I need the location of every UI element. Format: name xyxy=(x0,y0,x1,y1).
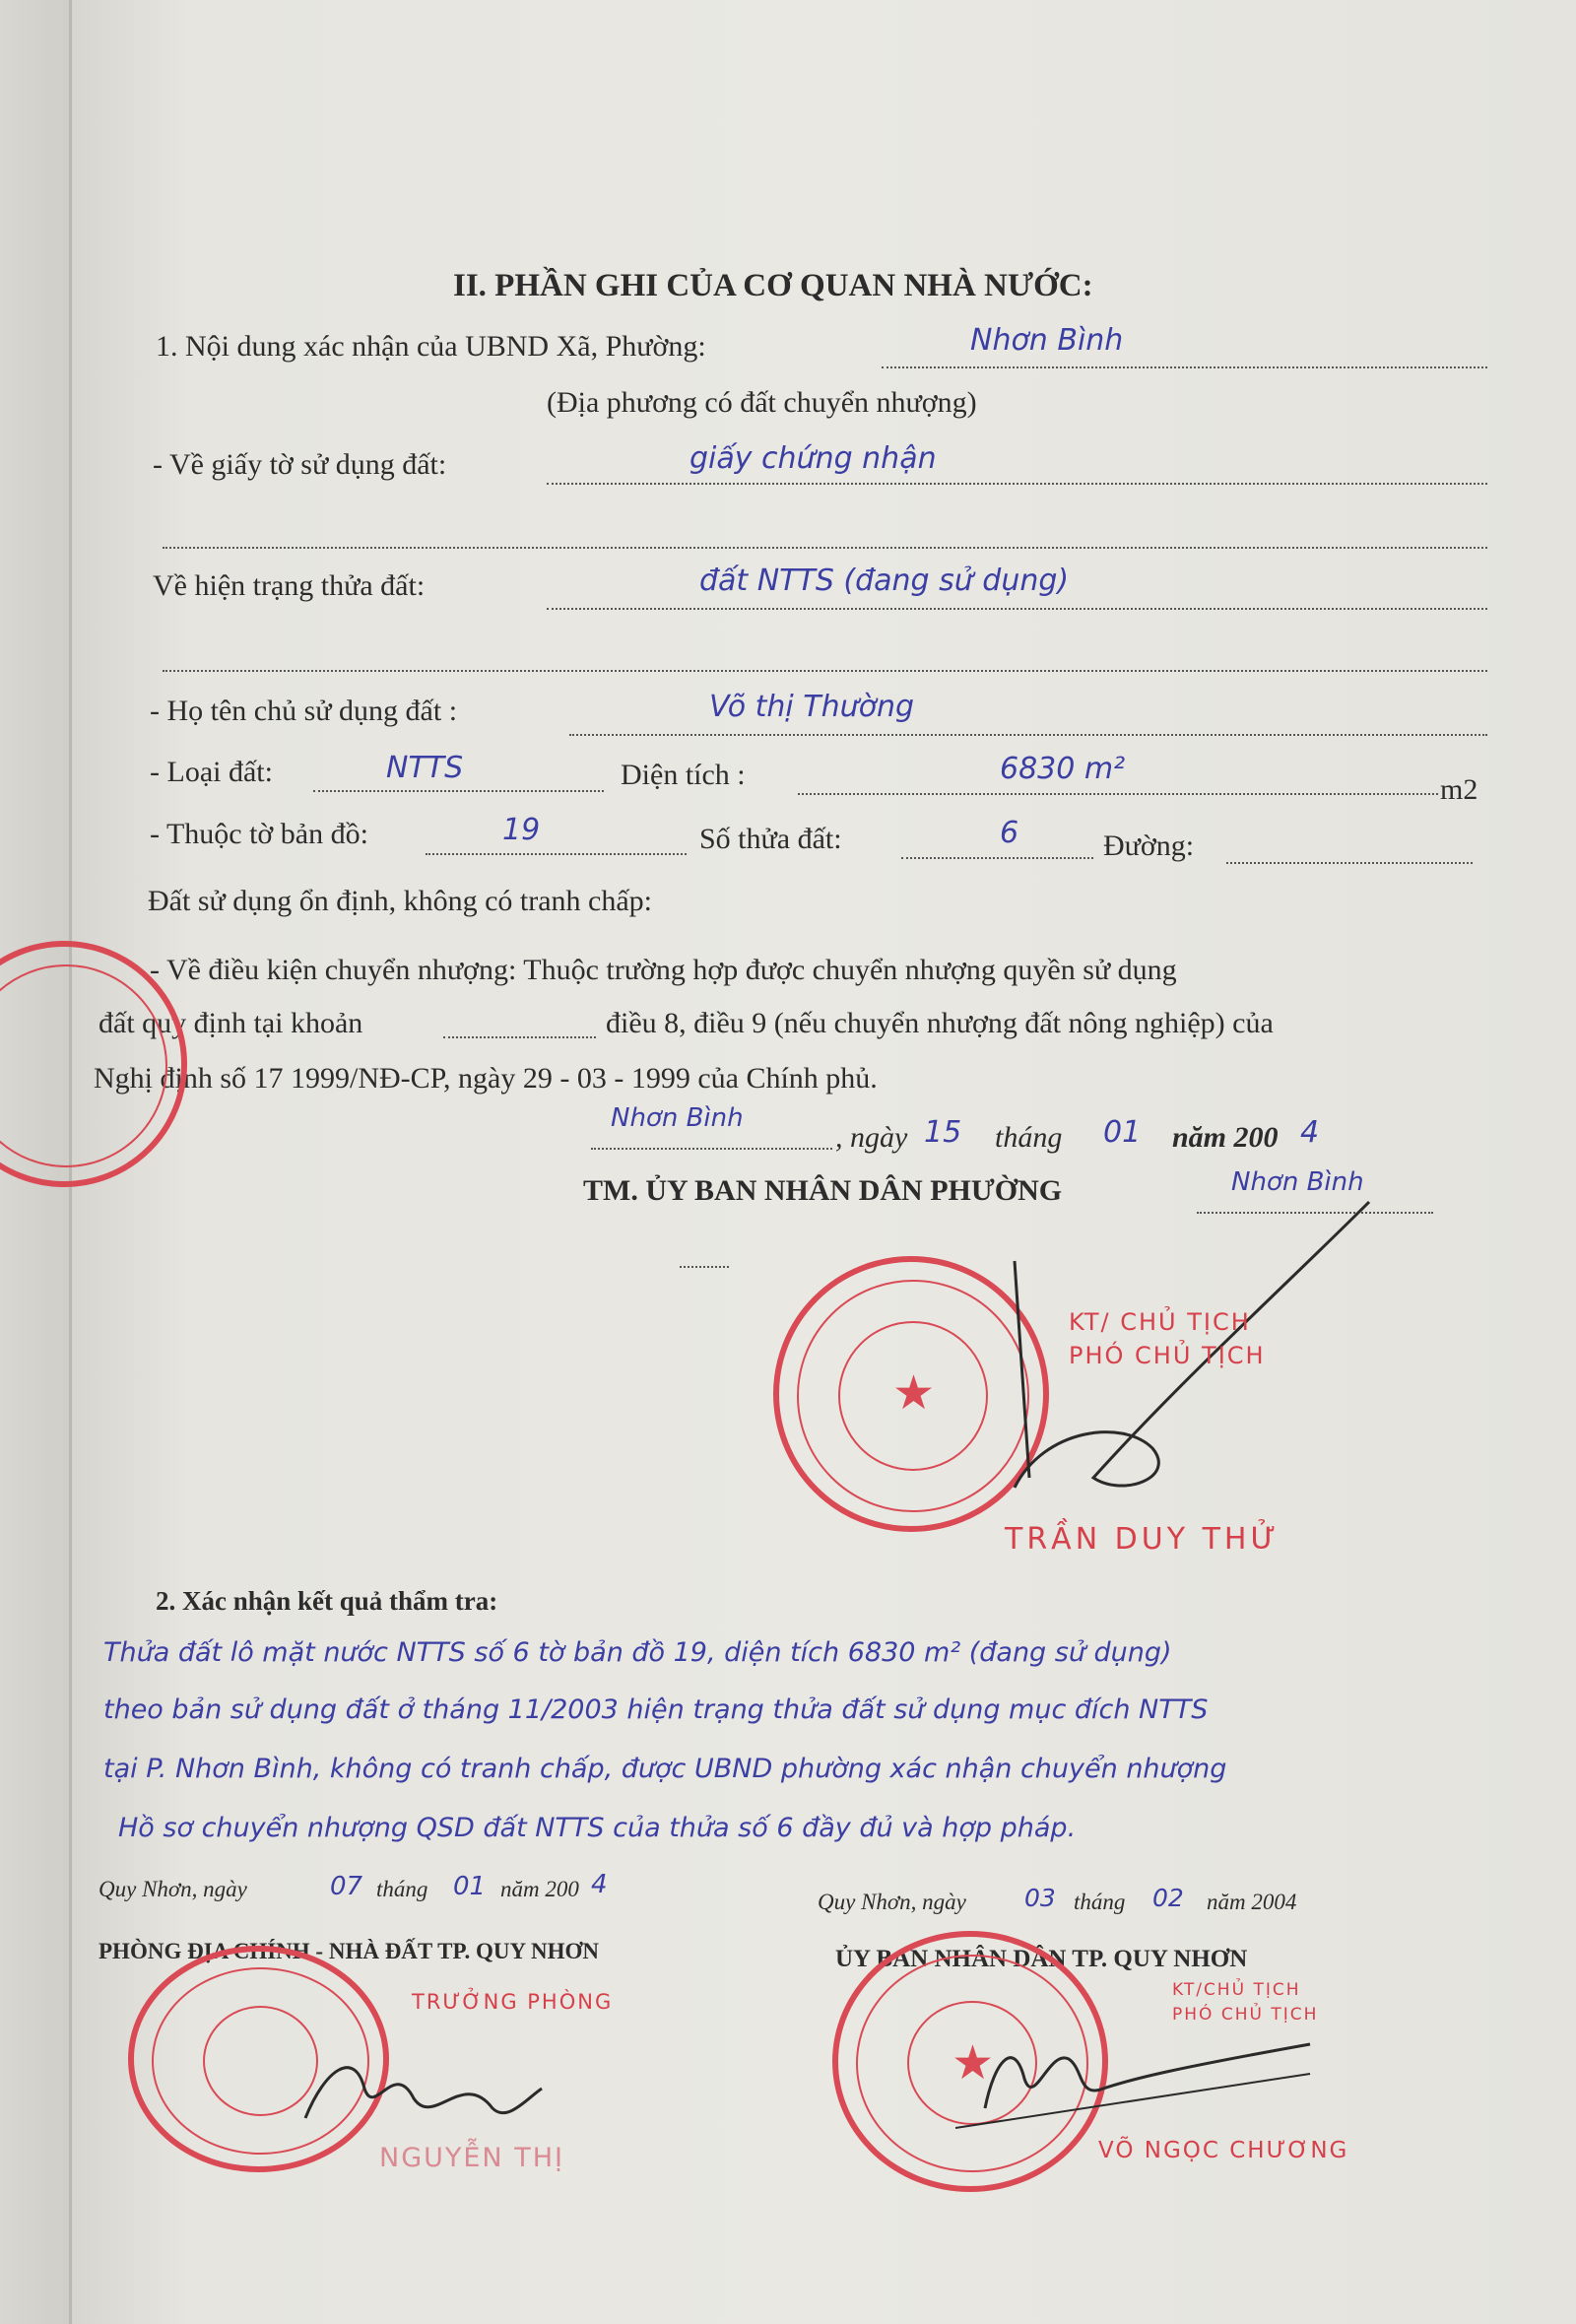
date-nam: năm 200 xyxy=(1172,1121,1279,1154)
right-date-thang: tháng xyxy=(1074,1890,1126,1914)
condition-line2a: đất quy định tại khoản xyxy=(98,1007,363,1039)
left-date-day: 07 xyxy=(330,1872,363,1901)
owner-label: - Họ tên chủ sử dụng đất : xyxy=(150,695,458,727)
right-signature xyxy=(877,2000,1320,2138)
ward-dotline xyxy=(882,366,1487,368)
current-status-label: Về hiện trạng thửa đất: xyxy=(153,569,426,602)
land-paper-value: giấy chứng nhận xyxy=(690,441,937,476)
right-sign-title2: PHÓ CHỦ TỊCH xyxy=(1172,2005,1319,2025)
date-month: 01 xyxy=(1103,1115,1142,1150)
left-date-month: 01 xyxy=(453,1872,487,1901)
condition-line2b: điều 8, điều 9 (nếu chuyển nhượng đất nông nghiệp) của xyxy=(606,1007,1274,1039)
road-label: Đường: xyxy=(1103,830,1195,862)
land-type-value: NTTS xyxy=(386,751,464,785)
left-signer-name: NGUYỄN THỊ xyxy=(379,2143,564,2173)
map-sheet-dotline xyxy=(426,853,687,855)
verification-line-1: Thửa đất lô mặt nước NTTS số 6 tờ bản đồ 19, diện tích 6830 m² (đang sử dụng) xyxy=(103,1637,1172,1668)
verification-line-4: Hồ sơ chuyển nhượng QSD đất NTTS của thửa số 6 đầy đủ và hợp pháp. xyxy=(118,1813,1077,1843)
item1-sublabel: (Địa phương có đất chuyển nhượng) xyxy=(547,386,977,419)
committee-value: Nhơn Bình xyxy=(1231,1167,1364,1197)
condition-line1: - Về điều kiện chuyển nhượng: Thuộc trường hợp được chuyển nhượng quyền sử dụng xyxy=(150,954,1177,986)
ward-sign-title1: KT/ CHỦ TỊCH xyxy=(1069,1308,1251,1336)
left-date-nam: năm 200 xyxy=(500,1877,579,1901)
item1-label: 1. Nội dung xác nhận của UBND Xã, Phường: xyxy=(156,330,706,363)
right-date-place: Quy Nhơn, ngày xyxy=(818,1890,966,1914)
date-place-value: Nhơn Bình xyxy=(611,1103,744,1133)
short-dotline xyxy=(680,1266,729,1268)
left-signature xyxy=(296,2029,552,2148)
current-status-value: đất NTTS (đang sử dụng) xyxy=(699,564,1070,598)
right-date-month: 02 xyxy=(1152,1884,1184,1912)
land-type-dotline xyxy=(313,790,604,792)
section-title: II. PHẦN GHI CỦA CƠ QUAN NHÀ NƯỚC: xyxy=(453,268,1093,303)
right-signer-name: VÕ NGỌC CHƯƠNG xyxy=(1098,2138,1349,2163)
clause-dotline xyxy=(443,1036,596,1038)
parcel-value: 6 xyxy=(1000,816,1019,850)
condition-line3: Nghị định số 17 1999/NĐ-CP, ngày 29 - 03 - 1999 của Chính phủ. xyxy=(94,1062,878,1095)
right-office: ỦY BAN NHÂN DÂN TP. QUY NHƠN xyxy=(835,1946,1248,1972)
road-dotline xyxy=(1226,862,1473,864)
ward-signer-name: TRẦN DUY THỬ xyxy=(1005,1522,1280,1557)
land-type-label: - Loại đất: xyxy=(150,756,273,788)
parcel-label: Số thửa đất: xyxy=(699,823,842,855)
date-place-dotline xyxy=(591,1148,832,1150)
left-date-year-digit: 4 xyxy=(591,1870,608,1899)
date-thang: tháng xyxy=(995,1121,1063,1154)
verification-line-3: tại P. Nhơn Bình, không có tranh chấp, được UBND phường xác nhận chuyển nhượng xyxy=(103,1754,1227,1784)
area-dotline xyxy=(798,793,1438,795)
land-paper-label: - Về giấy tờ sử dụng đất: xyxy=(153,448,447,481)
left-date-place: Quy Nhơn, ngày xyxy=(98,1877,247,1901)
item2-label: 2. Xác nhận kết quả thẩm tra: xyxy=(156,1586,498,1616)
verification-line-2: theo bản sử dụng đất ở tháng 11/2003 hiện trạng thửa đất sử dụng mục đích NTTS xyxy=(103,1694,1209,1725)
land-paper-dotline xyxy=(547,483,1487,485)
date-year-digit: 4 xyxy=(1300,1115,1320,1150)
current-status-dotline xyxy=(547,608,1487,610)
left-date-thang: tháng xyxy=(376,1877,428,1901)
right-date-nam: năm 2004 xyxy=(1207,1890,1297,1914)
left-sign-title: TRƯỞNG PHÒNG xyxy=(412,1990,614,2014)
owner-dotline xyxy=(569,734,1487,736)
stable-text: Đất sử dụng ổn định, không có tranh chấp: xyxy=(148,885,653,917)
owner-value: Võ thị Thường xyxy=(709,690,915,724)
map-sheet-label: - Thuộc tờ bản đồ: xyxy=(150,818,368,850)
area-value: 6830 m² xyxy=(1000,752,1126,786)
committee-label: TM. ỦY BAN NHÂN DÂN PHƯỜNG xyxy=(583,1174,1063,1207)
left-office: PHÒNG ĐỊA CHÍNH - NHÀ ĐẤT TP. QUY NHƠN xyxy=(98,1939,599,1963)
ward-seal: ★ xyxy=(773,1256,1049,1532)
parcel-dotline xyxy=(901,857,1093,859)
right-seal: ★ xyxy=(832,1931,1108,2192)
blank-dotline-1 xyxy=(163,547,1487,549)
blank-dotline-2 xyxy=(163,670,1487,672)
map-sheet-value: 19 xyxy=(502,813,541,847)
date-day: 15 xyxy=(924,1115,962,1150)
right-date-day: 03 xyxy=(1024,1884,1056,1912)
area-unit: m2 xyxy=(1440,773,1478,806)
area-label: Diện tích : xyxy=(621,759,746,791)
right-sign-title1: KT/CHỦ TỊCH xyxy=(1172,1980,1301,2000)
ward-sign-title2: PHÓ CHỦ TỊCH xyxy=(1069,1342,1266,1369)
ward-value: Nhơn Bình xyxy=(970,323,1124,358)
date-ngay: , ngày xyxy=(835,1121,908,1154)
